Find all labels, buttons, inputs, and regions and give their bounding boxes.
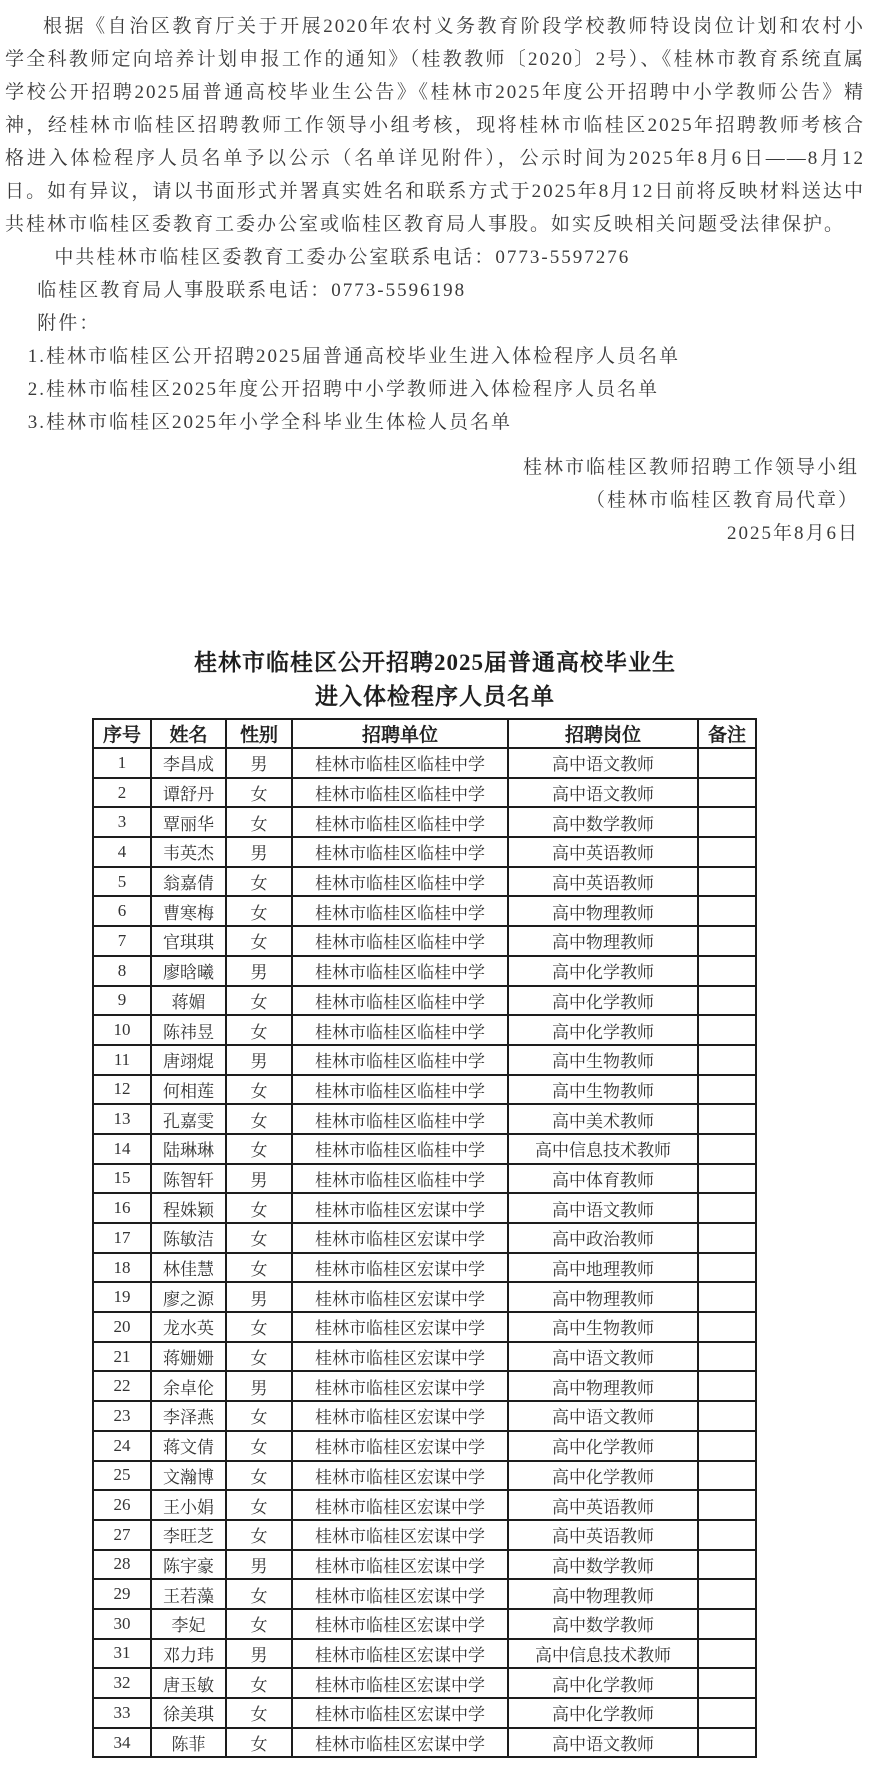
cell-unit: 桂林市临桂区宏谋中学 (292, 1639, 508, 1669)
cell-position: 高中化学教师 (508, 986, 698, 1016)
cell-gender: 女 (226, 1193, 292, 1223)
cell-position: 高中语文教师 (508, 1342, 698, 1372)
cell-unit: 桂林市临桂区宏谋中学 (292, 1282, 508, 1312)
cell-gender: 女 (226, 1668, 292, 1698)
cell-unit: 桂林市临桂区临桂中学 (292, 807, 508, 837)
cell-position: 高中语文教师 (508, 1728, 698, 1758)
cell-unit: 桂林市临桂区宏谋中学 (292, 1401, 508, 1431)
cell-no: 9 (93, 986, 151, 1016)
cell-note (698, 1609, 756, 1639)
cell-unit: 桂林市临桂区临桂中学 (292, 778, 508, 808)
cell-gender: 男 (226, 956, 292, 986)
table-row (93, 1015, 756, 1045)
table-row (93, 1193, 756, 1223)
cell-no: 32 (93, 1668, 151, 1698)
attachment-item-2: 2.桂林市临桂区2025年度公开招聘中小学教师进入体检程序人员名单 (27, 379, 660, 400)
cell-gender: 女 (226, 1579, 292, 1609)
cell-position: 高中信息技术教师 (508, 1639, 698, 1669)
cell-gender: 女 (226, 1134, 292, 1164)
cell-no: 1 (93, 748, 151, 778)
cell-position: 高中物理教师 (508, 1579, 698, 1609)
cell-unit: 桂林市临桂区临桂中学 (292, 986, 508, 1016)
table-row (93, 1728, 756, 1758)
cell-name: 陈敏洁 (151, 1223, 226, 1253)
cell-note (698, 807, 756, 837)
cell-unit: 桂林市临桂区临桂中学 (292, 867, 508, 897)
table-row (93, 748, 756, 778)
cell-unit: 桂林市临桂区宏谋中学 (292, 1550, 508, 1580)
cell-gender: 女 (226, 1075, 292, 1105)
cell-gender: 男 (226, 1371, 292, 1401)
cell-gender: 女 (226, 1401, 292, 1431)
cell-position: 高中政治教师 (508, 1223, 698, 1253)
cell-note (698, 986, 756, 1016)
cell-no: 3 (93, 807, 151, 837)
cell-unit: 桂林市临桂区临桂中学 (292, 837, 508, 867)
signature-date: 2025年8月6日 (726, 523, 859, 544)
table-row (93, 1104, 756, 1134)
cell-position: 高中英语教师 (508, 1520, 698, 1550)
table-row (93, 1371, 756, 1401)
table-row (93, 1579, 756, 1609)
cell-name: 林佳慧 (151, 1253, 226, 1283)
cell-gender: 男 (226, 1639, 292, 1669)
cell-no: 34 (93, 1728, 151, 1758)
cell-unit: 桂林市临桂区临桂中学 (292, 896, 508, 926)
cell-name: 曹寒梅 (151, 896, 226, 926)
cell-gender: 女 (226, 1431, 292, 1461)
cell-position: 高中化学教师 (508, 956, 698, 986)
cell-gender: 女 (226, 1698, 292, 1728)
cell-note (698, 778, 756, 808)
cell-note (698, 1431, 756, 1461)
cell-name: 蒋文倩 (151, 1431, 226, 1461)
cell-gender: 男 (226, 1164, 292, 1194)
cell-name: 邓力玮 (151, 1639, 226, 1669)
cell-position: 高中化学教师 (508, 1698, 698, 1728)
table-row (93, 1253, 756, 1283)
cell-position: 高中物理教师 (508, 1371, 698, 1401)
cell-no: 18 (93, 1253, 151, 1283)
cell-gender: 女 (226, 1609, 292, 1639)
table-row (93, 1431, 756, 1461)
column-header-gender: 性别 (226, 719, 292, 748)
cell-position: 高中化学教师 (508, 1431, 698, 1461)
cell-note (698, 1134, 756, 1164)
cell-unit: 桂林市临桂区宏谋中学 (292, 1728, 508, 1758)
cell-name: 李昌成 (151, 748, 226, 778)
cell-unit: 桂林市临桂区宏谋中学 (292, 1579, 508, 1609)
cell-gender: 男 (226, 1550, 292, 1580)
cell-note (698, 1282, 756, 1312)
cell-no: 23 (93, 1401, 151, 1431)
cell-gender: 女 (226, 896, 292, 926)
cell-unit: 桂林市临桂区宏谋中学 (292, 1223, 508, 1253)
cell-note (698, 1342, 756, 1372)
cell-no: 26 (93, 1490, 151, 1520)
table-row (93, 1282, 756, 1312)
cell-unit: 桂林市临桂区宏谋中学 (292, 1668, 508, 1698)
cell-unit: 桂林市临桂区临桂中学 (292, 1015, 508, 1045)
cell-name: 李泽燕 (151, 1401, 226, 1431)
cell-name: 官琪琪 (151, 926, 226, 956)
cell-name: 陈宇豪 (151, 1550, 226, 1580)
cell-name: 李妃 (151, 1609, 226, 1639)
signature-block (5, 451, 865, 550)
cell-gender: 女 (226, 1520, 292, 1550)
cell-position: 高中数学教师 (508, 1550, 698, 1580)
cell-unit: 桂林市临桂区临桂中学 (292, 1075, 508, 1105)
cell-note (698, 1520, 756, 1550)
cell-no: 4 (93, 837, 151, 867)
cell-gender: 男 (226, 748, 292, 778)
cell-position: 高中语文教师 (508, 778, 698, 808)
cell-position: 高中物理教师 (508, 896, 698, 926)
cell-no: 27 (93, 1520, 151, 1550)
attachment-item-1: 1.桂林市临桂区公开招聘2025届普通高校毕业生进入体检程序人员名单 (27, 346, 681, 367)
cell-position: 高中化学教师 (508, 1015, 698, 1045)
table-row (93, 1401, 756, 1431)
cell-gender: 男 (226, 1045, 292, 1075)
cell-note (698, 1490, 756, 1520)
cell-unit: 桂林市临桂区宏谋中学 (292, 1698, 508, 1728)
column-header-note: 备注 (698, 719, 756, 748)
cell-no: 25 (93, 1461, 151, 1491)
roster-section (5, 646, 865, 1758)
table-row (93, 926, 756, 956)
cell-position: 高中地理教师 (508, 1253, 698, 1283)
cell-gender: 女 (226, 778, 292, 808)
table-row (93, 1045, 756, 1075)
table-row (93, 1223, 756, 1253)
cell-position: 高中体育教师 (508, 1164, 698, 1194)
cell-gender: 女 (226, 1490, 292, 1520)
table-row (93, 1698, 756, 1728)
cell-name: 孔嘉雯 (151, 1104, 226, 1134)
cell-unit: 桂林市临桂区宏谋中学 (292, 1461, 508, 1491)
cell-position: 高中语文教师 (508, 1401, 698, 1431)
cell-position: 高中物理教师 (508, 1282, 698, 1312)
cell-gender: 女 (226, 807, 292, 837)
cell-name: 蒋媚 (151, 986, 226, 1016)
cell-name: 陈智轩 (151, 1164, 226, 1194)
cell-name: 蒋姗姗 (151, 1342, 226, 1372)
cell-note (698, 1253, 756, 1283)
cell-no: 29 (93, 1579, 151, 1609)
cell-name: 何相莲 (151, 1075, 226, 1105)
cell-gender: 女 (226, 1015, 292, 1045)
cell-name: 谭舒丹 (151, 778, 226, 808)
column-header-no: 序号 (93, 719, 151, 748)
column-header-unit: 招聘单位 (292, 719, 508, 748)
cell-position: 高中美术教师 (508, 1104, 698, 1134)
table-row (93, 1461, 756, 1491)
cell-note (698, 1193, 756, 1223)
cell-gender: 女 (226, 986, 292, 1016)
cell-name: 廖晗曦 (151, 956, 226, 986)
roster-title-line-2: 进入体检程序人员名单 (315, 684, 555, 709)
cell-gender: 女 (226, 867, 292, 897)
cell-no: 21 (93, 1342, 151, 1372)
cell-no: 17 (93, 1223, 151, 1253)
cell-position: 高中语文教师 (508, 1193, 698, 1223)
table-row (93, 807, 756, 837)
cell-position: 高中化学教师 (508, 1668, 698, 1698)
cell-unit: 桂林市临桂区宏谋中学 (292, 1431, 508, 1461)
cell-no: 8 (93, 956, 151, 986)
cell-unit: 桂林市临桂区宏谋中学 (292, 1193, 508, 1223)
cell-gender: 女 (226, 1223, 292, 1253)
table-row (93, 1134, 756, 1164)
cell-position: 高中物理教师 (508, 926, 698, 956)
cell-name: 陈祎昱 (151, 1015, 226, 1045)
cell-note (698, 867, 756, 897)
table-row (93, 1164, 756, 1194)
signature-seal-note: （桂林市临桂区教育局代章） (585, 490, 859, 511)
cell-no: 7 (93, 926, 151, 956)
cell-note (698, 1668, 756, 1698)
cell-note (698, 1728, 756, 1758)
cell-gender: 女 (226, 1253, 292, 1283)
cell-note (698, 1401, 756, 1431)
cell-gender: 女 (226, 1461, 292, 1491)
cell-note (698, 1104, 756, 1134)
cell-name: 唐玉敏 (151, 1668, 226, 1698)
cell-no: 33 (93, 1698, 151, 1728)
table-row (93, 1075, 756, 1105)
cell-name: 程姝颖 (151, 1193, 226, 1223)
cell-name: 余卓伦 (151, 1371, 226, 1401)
cell-note (698, 1045, 756, 1075)
cell-note (698, 1698, 756, 1728)
cell-name: 覃丽华 (151, 807, 226, 837)
cell-no: 6 (93, 896, 151, 926)
cell-unit: 桂林市临桂区宏谋中学 (292, 1520, 508, 1550)
attachment-item-3: 3.桂林市临桂区2025年小学全科毕业生体检人员名单 (27, 412, 513, 433)
cell-unit: 桂林市临桂区宏谋中学 (292, 1371, 508, 1401)
announcement-body (5, 10, 865, 439)
cell-no: 31 (93, 1639, 151, 1669)
cell-no: 24 (93, 1431, 151, 1461)
cell-note (698, 926, 756, 956)
cell-unit: 桂林市临桂区临桂中学 (292, 1164, 508, 1194)
cell-unit: 桂林市临桂区宏谋中学 (292, 1253, 508, 1283)
cell-no: 20 (93, 1312, 151, 1342)
cell-no: 19 (93, 1282, 151, 1312)
cell-position: 高中化学教师 (508, 1461, 698, 1491)
cell-note (698, 837, 756, 867)
table-row (93, 1342, 756, 1372)
cell-gender: 女 (226, 1104, 292, 1134)
cell-gender: 女 (226, 1342, 292, 1372)
cell-name: 徐美琪 (151, 1698, 226, 1728)
cell-note (698, 1015, 756, 1045)
table-row (93, 1312, 756, 1342)
cell-position: 高中生物教师 (508, 1045, 698, 1075)
announcement-paragraph: 根据《自治区教育厅关于开展2020年农村义务教育阶段学校教师特设岗位计划和农村小学全科教师定向培养计划申报工作的通知》（桂教教师〔2020〕2号）、《桂林市教育系统直属学校公开招聘2025届普通高校毕业生公告》《桂林市2025年度公开招聘中小学教师公告》精神，经桂林市临桂区招聘教师工作领导小组考核，现将桂林市临桂区2025年招聘教师考核合格进入体检程序人员名单予以公示（名单详见附件），公示时间为2025年8月6日——8月12日。如有异议，请以书面形式并署真实姓名和联系方式于2025年8月12日前将反映材料送达中共桂林市临桂区委教育工委办公室或临桂区教育局人事股。如实反映相关问题受法律保护。 (5, 16, 865, 235)
cell-name: 陆琳琳 (151, 1134, 226, 1164)
cell-note (698, 1639, 756, 1669)
cell-name: 王若藻 (151, 1579, 226, 1609)
table-row (93, 778, 756, 808)
table-row (93, 1550, 756, 1580)
cell-note (698, 1371, 756, 1401)
cell-no: 5 (93, 867, 151, 897)
cell-note (698, 1223, 756, 1253)
cell-unit: 桂林市临桂区宏谋中学 (292, 1490, 508, 1520)
cell-note (698, 1164, 756, 1194)
cell-position: 高中数学教师 (508, 1609, 698, 1639)
cell-unit: 桂林市临桂区临桂中学 (292, 748, 508, 778)
table-row (93, 1520, 756, 1550)
cell-name: 廖之源 (151, 1282, 226, 1312)
contact-phone-line-personnel: 临桂区教育局人事股联系电话：0773-5596198 (37, 280, 467, 301)
cell-no: 28 (93, 1550, 151, 1580)
table-row (93, 1609, 756, 1639)
cell-note (698, 896, 756, 926)
cell-name: 韦英杰 (151, 837, 226, 867)
table-row (93, 867, 756, 897)
table-row (93, 986, 756, 1016)
cell-note (698, 1461, 756, 1491)
cell-position: 高中英语教师 (508, 1490, 698, 1520)
cell-gender: 男 (226, 837, 292, 867)
cell-unit: 桂林市临桂区临桂中学 (292, 926, 508, 956)
cell-gender: 女 (226, 926, 292, 956)
cell-name: 陈菲 (151, 1728, 226, 1758)
table-row (93, 1490, 756, 1520)
cell-note (698, 748, 756, 778)
cell-no: 13 (93, 1104, 151, 1134)
cell-position: 高中生物教师 (508, 1312, 698, 1342)
cell-position: 高中英语教师 (508, 837, 698, 867)
cell-name: 文瀚博 (151, 1461, 226, 1491)
cell-no: 12 (93, 1075, 151, 1105)
table-row (93, 896, 756, 926)
table-row (93, 1639, 756, 1669)
cell-no: 30 (93, 1609, 151, 1639)
column-header-name: 姓名 (151, 719, 226, 748)
contact-phone-line-office: 中共桂林市临桂区委教育工委办公室联系电话：0773-5597276 (54, 247, 631, 268)
cell-unit: 桂林市临桂区临桂中学 (292, 1045, 508, 1075)
cell-note (698, 1075, 756, 1105)
cell-gender: 女 (226, 1312, 292, 1342)
medical-exam-roster-table (92, 718, 757, 1758)
signature-org: 桂林市临桂区教师招聘工作领导小组 (522, 457, 859, 478)
cell-name: 龙水英 (151, 1312, 226, 1342)
cell-note (698, 1579, 756, 1609)
cell-unit: 桂林市临桂区临桂中学 (292, 1134, 508, 1164)
cell-unit: 桂林市临桂区宏谋中学 (292, 1342, 508, 1372)
cell-no: 22 (93, 1371, 151, 1401)
cell-name: 唐翊焜 (151, 1045, 226, 1075)
cell-no: 2 (93, 778, 151, 808)
cell-unit: 桂林市临桂区宏谋中学 (292, 1609, 508, 1639)
column-header-position: 招聘岗位 (508, 719, 698, 748)
attachments-label: 附件： (37, 313, 101, 334)
cell-no: 10 (93, 1015, 151, 1045)
cell-gender: 男 (226, 1282, 292, 1312)
cell-gender: 女 (226, 1728, 292, 1758)
cell-no: 16 (93, 1193, 151, 1223)
cell-no: 15 (93, 1164, 151, 1194)
cell-unit: 桂林市临桂区临桂中学 (292, 956, 508, 986)
cell-name: 翁嘉倩 (151, 867, 226, 897)
cell-note (698, 956, 756, 986)
cell-note (698, 1550, 756, 1580)
cell-note (698, 1312, 756, 1342)
table-header-row (93, 719, 756, 748)
roster-title-line-1: 桂林市临桂区公开招聘2025届普通高校毕业生 (194, 650, 676, 675)
cell-name: 李旺芝 (151, 1520, 226, 1550)
cell-position: 高中语文教师 (508, 748, 698, 778)
cell-position: 高中信息技术教师 (508, 1134, 698, 1164)
cell-position: 高中英语教师 (508, 867, 698, 897)
table-row (93, 837, 756, 867)
cell-position: 高中生物教师 (508, 1075, 698, 1105)
cell-name: 王小娟 (151, 1490, 226, 1520)
cell-no: 14 (93, 1134, 151, 1164)
cell-unit: 桂林市临桂区临桂中学 (292, 1104, 508, 1134)
cell-no: 11 (93, 1045, 151, 1075)
table-row (93, 956, 756, 986)
cell-position: 高中数学教师 (508, 807, 698, 837)
table-row (93, 1668, 756, 1698)
cell-unit: 桂林市临桂区宏谋中学 (292, 1312, 508, 1342)
